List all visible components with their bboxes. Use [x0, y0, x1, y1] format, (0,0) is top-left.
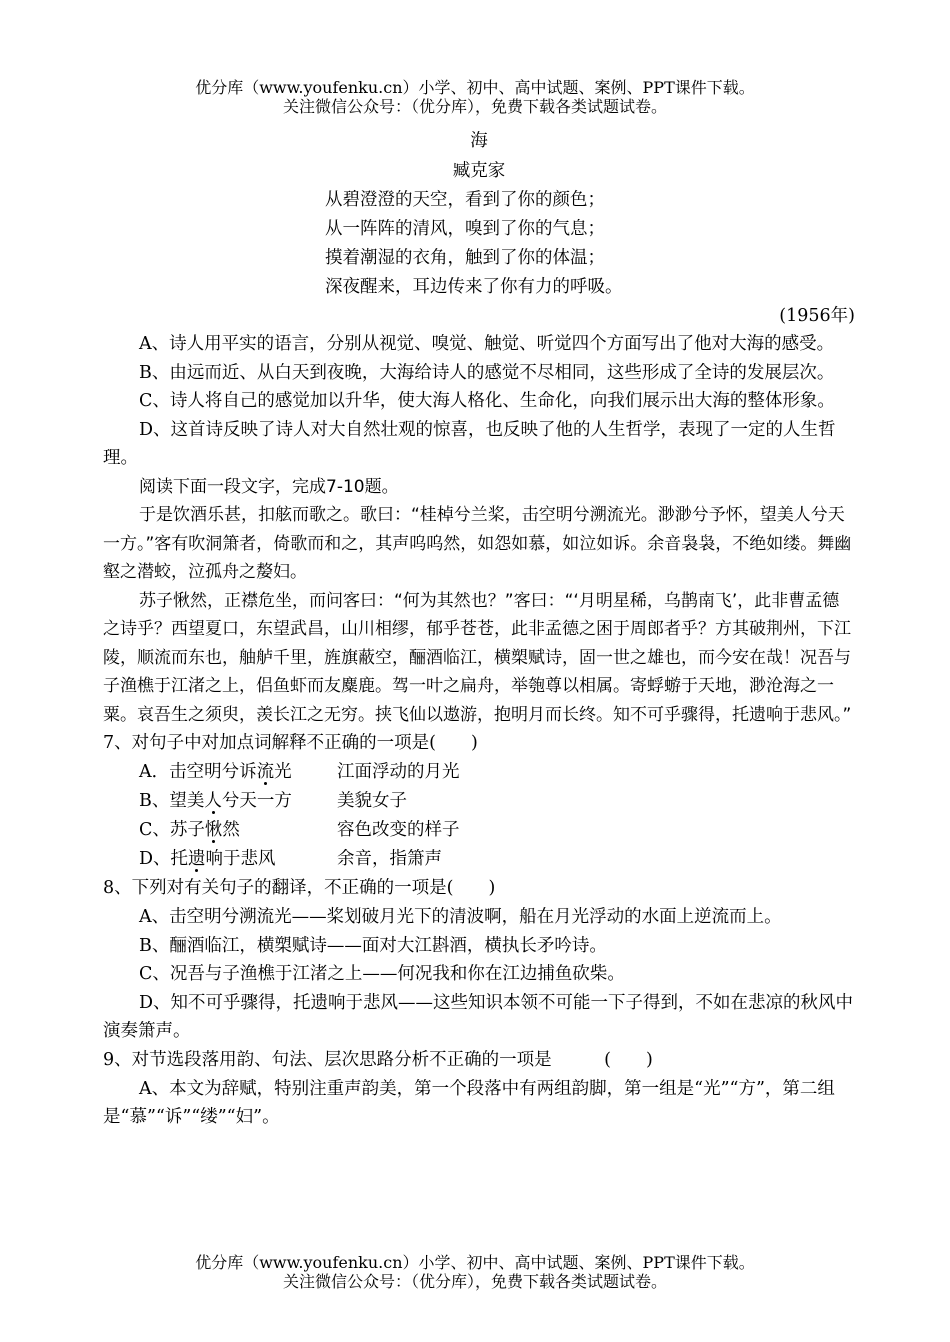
q9-option-a: A、本文为辞赋，特别注重声韵美，第一个段落中有两组韵脚，第一组是“光”“方”，第二组是“慕”“诉”“缕”“妇”。 — [103, 1078, 835, 1127]
passage-paragraph: 于是饮酒乐甚，扣舷而歌之。歌曰：“桂棹兮兰桨，击空明兮溯流光。渺渺兮予怀，望美人兮天一方。”客有吹洞箫者，倚歌而和之，其声呜呜然，如怨如慕，如泣如诉。余音袅袅，不绝如缕。舞幽壑之潜蛟，泣孤舟之嫠妇。 — [103, 505, 852, 582]
option-text: 然 — [222, 820, 240, 840]
dotted-word: 遗 — [188, 849, 206, 869]
poem-line: 从碧澄澄的天空，看到了你的颜色； — [325, 190, 605, 210]
poem-title: 海 — [470, 131, 488, 151]
header-banner — [0, 78, 950, 116]
q8-option-a: A、击空明兮溯流光——桨划破月光下的清波啊，船在月光浮动的水面上逆流而上。 — [139, 907, 782, 927]
passage-intro: 阅读下面一段文字，完成7-10题。 — [139, 476, 399, 497]
option-definition: 容色改变的样子 — [337, 820, 460, 840]
q8-option-d: D、知不可乎骤得，托遗响于悲风——这些知识本领不可能一下子得到，不如在悲凉的秋风中演奏箫声。 — [103, 992, 854, 1041]
dotted-word: 人 — [204, 791, 222, 811]
question-9-stem: 9、对节选段落用韵、句法、层次思路分析不正确的一项是 ( ) — [103, 1049, 653, 1070]
option-text: D、托 — [139, 849, 189, 869]
dotted-word: 流 — [256, 762, 275, 782]
poem-year: (1956年) — [779, 306, 855, 326]
q7-option-b — [103, 787, 855, 816]
poem-option-d: D、这首诗反映了诗人对大自然壮观的惊喜，也反映了他的人生哲学，表现了一定的人生哲理。 — [103, 419, 836, 468]
passage-paragraph: 苏子愀然，正襟危坐，而问客曰：“何为其然也？”客曰：“‘月明星稀，乌鹊南飞’，此非曹孟德之诗乎？西望夏口，东望武昌，山川相缪，郁乎苍苍，此非孟德之困于周郎者乎？方其破荆州，下江陵，顺流而东也，舳舻千里，旌旗蔽空，酾酒临江，横槊赋诗，固一世之雄也，而今安在哉！况吾与子渔樵于江渚之上，侣鱼虾而友麋鹿。驾一叶之扁舟，举匏尊以相属。寄蜉蝣于天地，渺沧海之一粟。哀吾生之须臾，羡长江之无穷。挟飞仙以遨游，抱明月而长终。知不可乎骤得，托遗响于悲风。” — [103, 590, 852, 725]
footer-line-2: 关注微信公众号：（优分库），免费下载各类试题试卷。 — [282, 1272, 667, 1291]
poem-lines — [103, 186, 855, 302]
header-line-2: 关注微信公众号：（优分库），免费下载各类试题试卷。 — [282, 97, 667, 116]
poem-option-b: B、由远而近、从白天到夜晚，大海给诗人的感觉不尽相同，这些形成了全诗的发展层次。 — [139, 362, 835, 383]
main-content — [103, 126, 855, 1132]
option-definition: 余音，指箫声 — [337, 849, 442, 869]
option-definition: 江面浮动的月光 — [337, 762, 460, 782]
q8-option-b: B、酾酒临江，横槊赋诗——面对大江斟酒，横执长矛吟诗。 — [139, 935, 607, 956]
q7-option-d — [103, 845, 855, 874]
q8-option-c: C、况吾与子渔樵于江渚之上——何况我和你在江边捕鱼砍柴。 — [139, 964, 625, 984]
poem-option-c: C、诗人将自己的感觉加以升华，使大海人格化、生命化，向我们展示出大海的整体形象。 — [139, 391, 835, 411]
question-8-stem: 8、下列对有关句子的翻译，不正确的一项是( ) — [103, 878, 496, 898]
option-text: B、望美 — [139, 791, 205, 811]
header-line-1: 优分库（www.youfenku.cn）小学、初中、高中试题、案例、PPT课件下载。 — [195, 78, 755, 97]
poem-line: 从一阵阵的清风，嗅到了你的气息； — [325, 219, 605, 239]
poem-line: 摸着潮湿的衣角，触到了你的体温； — [325, 248, 605, 268]
poem-option-a: A、诗人用平实的语言，分别从视觉、嗅觉、触觉、听觉四个方面写出了他对大海的感受。 — [139, 334, 835, 354]
option-text: C、苏子 — [139, 820, 205, 840]
footer-banner — [0, 1253, 950, 1291]
footer-line-1: 优分库（www.youfenku.cn）小学、初中、高中试题、案例、PPT课件下载。 — [195, 1253, 755, 1272]
q7-option-c — [103, 816, 855, 845]
option-text: 响于悲风 — [205, 849, 276, 869]
dotted-word: 愀 — [204, 820, 223, 840]
poem-author: 臧克家 — [452, 161, 506, 181]
option-text: A．击空明兮诉 — [139, 762, 257, 782]
q7-option-a — [103, 758, 855, 787]
poem-line: 深夜醒来，耳边传来了你有力的呼吸。 — [325, 277, 623, 297]
option-text: 光 — [274, 762, 292, 782]
option-definition: 美貌女子 — [337, 791, 407, 811]
question-7-stem: 7、对句子中对加点词解释不正确的一项是( ) — [103, 733, 478, 753]
option-text: 兮天一方 — [221, 791, 292, 811]
